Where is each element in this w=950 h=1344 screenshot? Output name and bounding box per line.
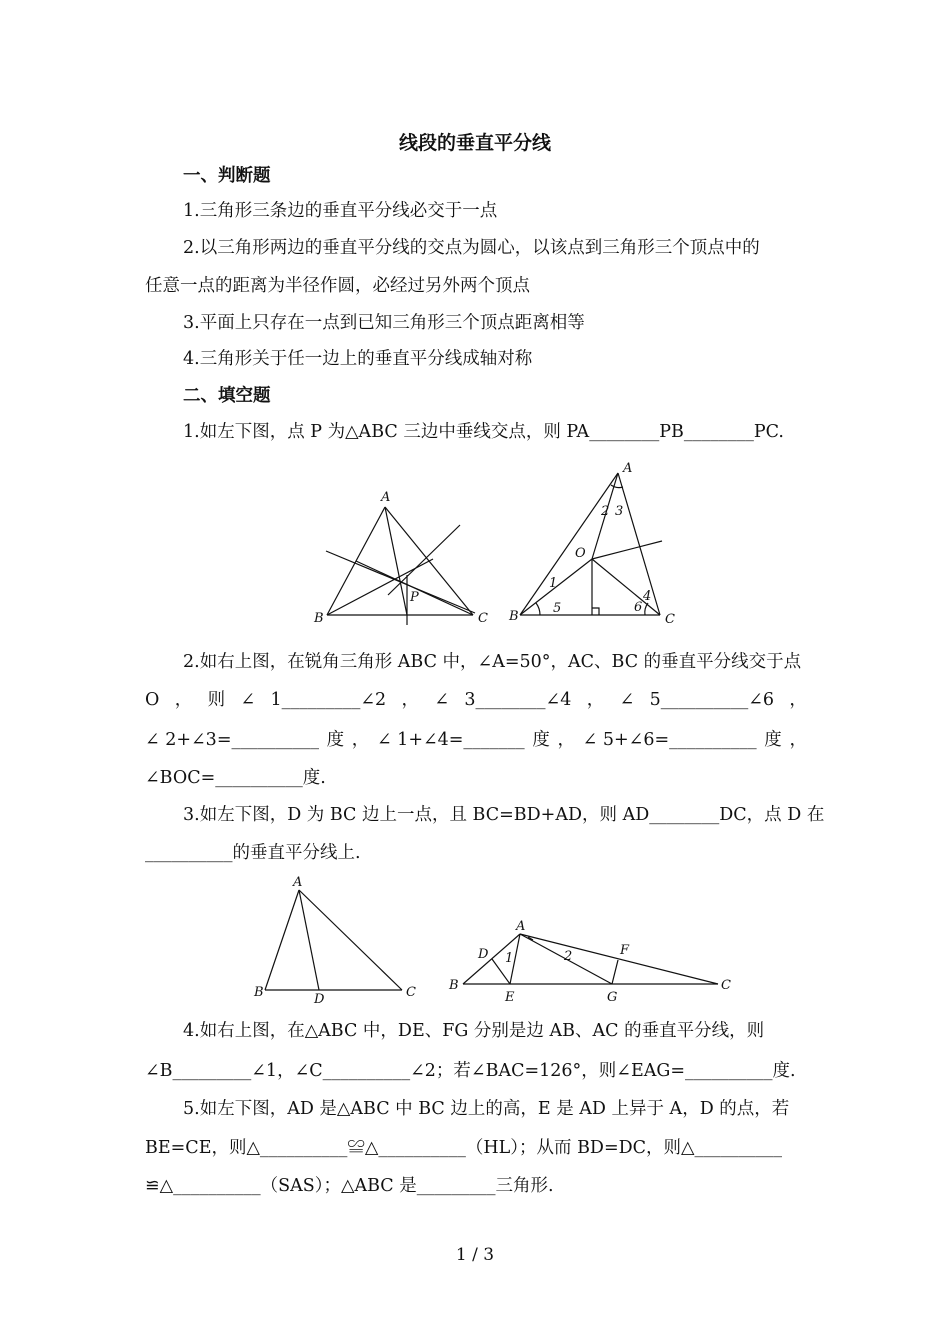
fig4-label-2: 2	[564, 949, 573, 964]
fig4-side-ac	[520, 934, 718, 984]
fig1-label-c: C	[478, 611, 488, 626]
judge-q4: 4.三角形关于任一边上的垂直平分线成轴对称	[183, 349, 533, 369]
fill-q5-line1: 5.如左下图，AD 是△ABC 中 BC 边上的高，E 是 AD 上异于 A，D 的点，若	[183, 1099, 790, 1119]
fig4-label-b: B	[449, 978, 459, 993]
fill-q2-token: O	[145, 690, 160, 710]
fig3-label-d: D	[314, 992, 325, 1007]
fig3-label-c: C	[406, 985, 416, 1000]
section-1-heading: 一、判断题	[183, 166, 271, 186]
fig3-label-a: A	[293, 875, 303, 890]
fill-q2-token: ∠ 2+∠3=__________	[145, 730, 319, 750]
fig2-perp-ac	[592, 541, 662, 559]
fill-q2-token: ，	[174, 690, 193, 710]
fill-q3-line1: 3.如左下图，D 为 BC 边上一点，且 BC=BD+AD，则 AD________DC，点 D 在	[183, 805, 825, 825]
fig2-label-c: C	[665, 612, 675, 627]
fill-q2-token: ∠ 1+∠4=_______	[376, 730, 525, 750]
fig4-label-1: 1	[505, 951, 514, 966]
fig1-label-a: A	[381, 490, 391, 505]
fig2-label-6: 6	[634, 600, 643, 615]
fig4-perp-fg	[612, 960, 618, 984]
fig3-label-b: B	[254, 985, 264, 1000]
fill-q2-token: 1_________∠2	[270, 690, 387, 710]
fig1-median-a	[385, 507, 407, 615]
fig4-label-a: A	[516, 919, 526, 934]
fig4-label-d: D	[478, 947, 489, 962]
figure-triangle-o	[505, 455, 685, 630]
fill-q2-token: ，	[557, 730, 575, 750]
fig1-label-p: P	[410, 590, 419, 605]
fig1-label-b: B	[314, 611, 324, 626]
fill-q2-token: ∠	[240, 690, 256, 710]
fig2-label-a: A	[623, 461, 633, 476]
fill-q2-line4: ∠BOC=__________度.	[145, 768, 326, 788]
page-title: 线段的垂直平分线	[398, 132, 551, 154]
fill-q2-token: ，	[351, 730, 370, 750]
judge-q1: 1.三角形三条边的垂直平分线必交于一点	[183, 201, 498, 221]
judge-q2-line2: 任意一点的距离为半径作圆，必经过另外两个顶点	[145, 276, 530, 296]
fig2-side-ab	[520, 473, 618, 615]
fig2-label-3: 3	[615, 504, 624, 519]
figure-triangle-d	[245, 872, 425, 1007]
fill-q1: 1.如左下图，点 P 为△ABC 三边中垂线交点，则 PA________PB________PC.	[183, 422, 784, 442]
page-number: 1 / 3	[455, 1245, 495, 1265]
fill-q2-token: 度	[764, 730, 782, 750]
fill-q5-line2: BE=CE，则△__________≌△__________（HL）；从而 BD=DC，则△__________	[145, 1138, 783, 1158]
fig2-right-angle-mark	[592, 608, 599, 615]
judge-q3: 3.平面上只存在一点到已知三角形三个顶点距离相等	[183, 313, 585, 333]
fill-q2-token: ∠	[434, 690, 450, 710]
fig2-label-1: 1	[549, 576, 558, 591]
fill-q2-token: ，	[401, 690, 420, 710]
fill-q2-token: 则	[207, 690, 226, 710]
fig1-perp-ac	[388, 525, 460, 595]
fill-q4-line1: 4.如右上图，在△ABC 中，DE、FG 分别是边 AB、AC 的垂直平分线，则	[183, 1021, 765, 1041]
fill-q2-token: 度	[326, 730, 345, 750]
fig2-label-5: 5	[553, 601, 562, 616]
fill-q2-token: ，	[586, 690, 605, 710]
fill-q2-line1: 2.如右上图，在锐角三角形 ABC 中，∠A=50°，AC、BC 的垂直平分线交于点	[183, 652, 802, 672]
fig3-segment-ad	[299, 890, 319, 990]
fig2-angle-arc-b	[536, 603, 540, 615]
section-2-heading: 二、填空题	[183, 386, 271, 406]
fig4-label-e: E	[505, 990, 515, 1005]
fill-q2-token: 5__________∠6	[649, 690, 775, 710]
fig2-label-o: O	[575, 546, 586, 561]
figure-triangle-p	[310, 485, 500, 630]
fill-q2-token: 度	[532, 730, 550, 750]
figure-triangle-defg	[440, 910, 740, 1010]
fig2-label-2: 2	[601, 504, 610, 519]
fig3-side-ac	[299, 890, 402, 990]
fig2-label-4: 4	[643, 589, 652, 604]
fill-q2-token: ，	[789, 730, 807, 750]
fig2-side-ac	[618, 473, 660, 615]
fig4-label-c: C	[721, 978, 731, 993]
fig2-label-b: B	[509, 609, 519, 624]
fill-q2-line3	[145, 729, 807, 751]
fill-q3-line2: __________的垂直平分线上.	[145, 843, 361, 863]
fill-q2-token: ，	[789, 690, 807, 710]
fill-q4-line2: ∠B_________∠1，∠C__________∠2；若∠BAC=126°，则∠EAG=__________度.	[145, 1061, 796, 1081]
fill-q2-token: 3________∠4	[464, 690, 572, 710]
fig4-label-g: G	[607, 990, 618, 1005]
fill-q5-line3: ≌△__________（SAS）；△ABC 是_________三角形.	[145, 1176, 554, 1196]
fill-q2-token: ∠ 5+∠6=__________	[582, 730, 757, 750]
judge-q2-line1: 2.以三角形两边的垂直平分线的交点为圆心，以该点到三角形三个顶点中的	[183, 238, 760, 258]
fill-q2-line2	[145, 689, 807, 711]
fig3-side-ab	[265, 890, 299, 990]
fill-q2-token: ∠	[619, 690, 635, 710]
fig2-segment-oc	[592, 559, 660, 615]
fig4-label-f: F	[620, 943, 630, 958]
